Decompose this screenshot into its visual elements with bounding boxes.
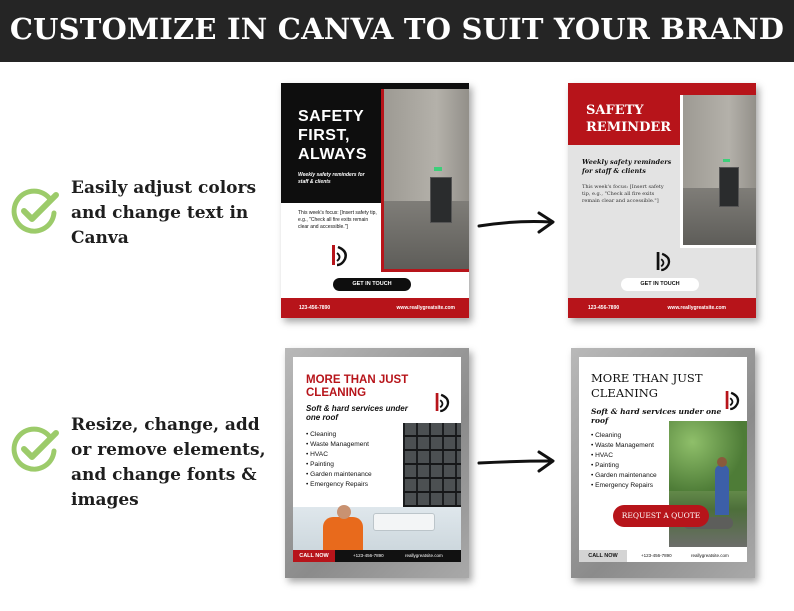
list-item: • Garden maintenance	[591, 471, 657, 481]
card-body-line: tip, e.g., "Check all fire exits	[582, 191, 655, 197]
footer-phone: +123-456-7890	[641, 553, 672, 558]
footer-website: reallygreatsite.com	[405, 553, 443, 558]
card-title-line: ALWAYS	[298, 146, 368, 163]
list-item: • Cleaning	[306, 430, 372, 440]
get-in-touch-button[interactable]: GET IN TOUCH	[333, 278, 411, 291]
feature-line: Resize, change, add	[71, 415, 260, 435]
get-in-touch-button[interactable]: GET IN TOUCH	[621, 278, 699, 291]
list-item: • Emergency Repairs	[591, 481, 657, 491]
card-subtitle-line: staff & clients	[298, 179, 331, 185]
footer-phone: 123-456-7890	[588, 305, 620, 311]
services-list	[306, 430, 372, 490]
banner-title: CUSTOMIZE IN CANVA TO SUIT YOUR BRAND	[9, 12, 785, 46]
check-circle-icon	[10, 425, 62, 473]
door-photo	[680, 95, 756, 248]
list-item: • Emergency Repairs	[306, 480, 372, 490]
card-body-line: This week's focus: [Insert safety tip,	[298, 210, 377, 216]
arrow-right-icon	[477, 210, 559, 236]
card-subtitle	[298, 172, 365, 186]
feature-text-colors	[71, 176, 271, 251]
template-card-cleaning-2[interactable]	[571, 348, 755, 578]
card-subtitle-line: for staff & clients	[582, 167, 646, 175]
card-title-line: CLEANING	[591, 386, 658, 400]
list-item: • HVAC	[591, 451, 657, 461]
card-title-line: FIRST,	[298, 127, 350, 144]
list-item: • Painting	[306, 460, 372, 470]
template-card-cleaning-1[interactable]	[285, 348, 469, 578]
card-body	[582, 184, 664, 205]
footer-phone: +123-456-7890	[353, 553, 384, 558]
card-body-line: e.g., "Check all fire exits remain	[298, 217, 369, 223]
list-item: • Cleaning	[591, 431, 657, 441]
card-subtitle	[582, 158, 671, 176]
card-footer	[293, 550, 461, 562]
feature-line: Canva	[71, 228, 129, 248]
call-now-button[interactable]: CALL NOW	[293, 550, 335, 562]
template-card-safety-reminder[interactable]	[568, 83, 756, 318]
card-title-line: REMINDER	[586, 120, 672, 135]
card-subtitle-line: Weekly safety reminders	[582, 158, 672, 166]
logo-mark-icon	[654, 250, 672, 272]
card-subtitle-line: roof	[591, 416, 609, 425]
card-body	[298, 210, 378, 231]
card-subtitle-line: Weekly safety reminders for	[298, 172, 365, 178]
feature-line: and change fonts &	[71, 465, 257, 485]
card-subtitle-line: one roof	[306, 413, 338, 422]
list-item: • Garden maintenance	[306, 470, 372, 480]
card-inner	[579, 357, 747, 560]
card-inner	[293, 357, 461, 560]
list-item: • Waste Management	[591, 441, 657, 451]
feature-line: images	[71, 490, 139, 510]
footer-website: reallygreatsite.com	[691, 553, 729, 558]
template-card-safety-first[interactable]	[281, 83, 469, 318]
request-quote-button[interactable]: REQUEST A QUOTE	[613, 505, 709, 527]
card-footer	[281, 298, 469, 318]
card-title-line: SAFETY	[586, 103, 644, 118]
card-title	[591, 371, 703, 401]
card-body-line: clear and accessible."]	[298, 224, 348, 230]
card-title	[586, 102, 671, 136]
card-body-line: remain clear and accessible."]	[582, 198, 659, 204]
list-item: • Painting	[591, 461, 657, 471]
door-photo	[381, 89, 469, 272]
logo-mark-icon	[433, 391, 451, 413]
card-title-line: CLEANING	[306, 387, 367, 399]
card-subtitle-line: Soft & hard services under	[306, 404, 408, 413]
feature-text-elements	[71, 413, 271, 513]
check-circle-icon	[10, 187, 62, 235]
footer-website: www.reallygreatsite.com	[396, 305, 455, 311]
list-item: • HVAC	[306, 450, 372, 460]
list-item: • Waste Management	[306, 440, 372, 450]
logo-mark-icon	[329, 243, 349, 267]
card-footer	[579, 550, 747, 562]
arrow-right-icon	[477, 449, 559, 475]
card-title-line: MORE THAN JUST	[306, 374, 409, 386]
footer-phone: 123-456-7890	[299, 305, 331, 311]
footer-website: www.reallygreatsite.com	[667, 305, 726, 311]
feature-line: or remove elements,	[71, 440, 266, 460]
card-title	[306, 374, 408, 400]
logo-mark-icon	[723, 389, 741, 411]
feature-line: and change text in	[71, 203, 249, 223]
card-title-line: MORE THAN JUST	[591, 371, 703, 385]
card-body-line: This week's focus: [Insert safety	[582, 184, 664, 190]
call-now-button[interactable]: CALL NOW	[579, 550, 627, 562]
card-subtitle-line: Soft & hard services under one	[591, 407, 722, 416]
card-subtitle	[306, 404, 408, 422]
worker-photo	[669, 421, 747, 547]
card-title	[298, 107, 367, 164]
feature-line: Easily adjust colors	[71, 178, 257, 198]
services-list	[591, 431, 657, 491]
card-title-line: SAFETY	[298, 108, 365, 125]
window-photo	[403, 423, 461, 507]
card-footer	[568, 298, 756, 318]
